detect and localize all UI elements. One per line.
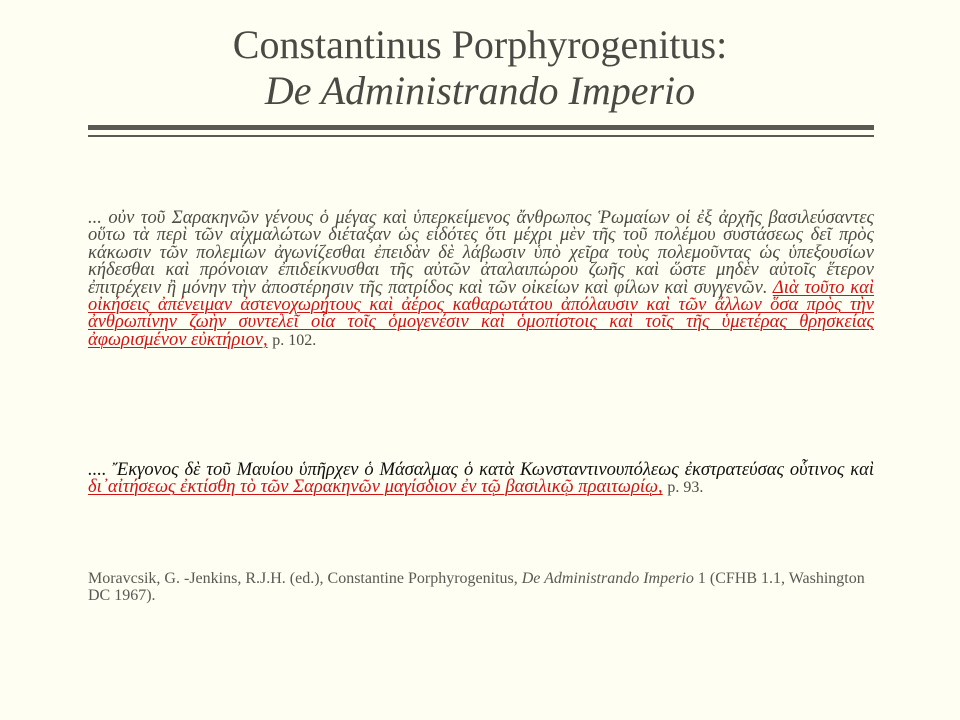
passage-2-highlight: δι᾽αἰτήσεως ἐκτίσθη τὸ τῶν Σαρακηνῶν μαγίσδιον ἐν τῷ βασιλικῷ πραιτωρίῳ, — [88, 477, 663, 498]
title-line-1: Constantinus Porphyrogenitus: — [232, 22, 728, 67]
citation-details: 1 (CFHB 1.1, Washington DC 1967). — [88, 570, 865, 604]
passage-1-page-ref: p. 102. — [272, 331, 317, 349]
passage-2-text: .... Ἔκγονος δὲ τοῦ Μαυίου ὑπῆρχεν ὁ Μάσαλμας ὁ κατὰ Κωνσταντινουπόλεως ἐκστρατεύσας οὗτινος καὶ — [88, 460, 874, 480]
citation-authors: Moravcsik, G. -Jenkins, R.J.H. (ed.), Constantine Porphyrogenitus, — [88, 570, 518, 587]
title-line-2: De Administrando Imperio — [264, 68, 696, 113]
passage-1-text: ... οὐν τοῦ Σαρακηνῶν γένους ὁ μέγας καὶ ὑπερκείμενος ἄνθρωπος Ῥωμαίων οἱ ἐξ ἀρχῆς βασιλεύσαντες οὕτω τὰ περὶ τῶν αἰχμαλώτων διέταξαν ὡς εἰδότες ὅτι μέχρι μὲν τῆς τοῦ πολέμου συστάσεως δεῖ πρὸς κάκωσιν τῶν πολεμίων ἀγωνίζεσθαι ἐπειδὰν δὲ λάβωσιν ὑπὸ χεῖρα τοὺς πολεμοῦντας ὡς ὑπεξουσίων κήδεσθαι καὶ πρόνοιαν ἐπιδείκνυσθαι τῆς αὐτῶν ἀταλαιπώρου ζωῆς καὶ ὥστε μηδὲν αὐτοῖς ἕτερον ἐπιτρέχειν ἢ μόνην τὴν ἀποστέρησιν τῆς πατρίδος καὶ τῶν οἰκείων καὶ φίλων καὶ συγγενῶν. — [88, 208, 874, 298]
greek-passage-2 — [88, 462, 874, 497]
passage-2-page-ref: p. 93. — [667, 479, 704, 497]
slide-title — [88, 22, 872, 114]
greek-passage-1 — [88, 210, 874, 349]
title-divider-thick — [88, 125, 874, 130]
bibliographic-citation — [88, 570, 878, 604]
title-divider-thin — [88, 135, 874, 137]
citation-title: De Administrando Imperio — [521, 570, 694, 587]
passage-1-highlight: Διὰ τοῦτο καὶ οἰκήσεις ἀπένειμαν ἀστενοχωρήτους καὶ ἀέρος καθαρωτάτου ἀπόλαυσιν καὶ τῶν ἄλλων ὅσα πρὸς τὴν ἀνθρωπίνην ζωὴν συντελεῖ οἷα τοῖς ὁμογενέσιν καὶ ὁμοπίστοις καὶ τοῖς τῆς ὑμετέρας θρησκείας ἀφωρισμένον εὐκτήριον, — [88, 277, 874, 350]
